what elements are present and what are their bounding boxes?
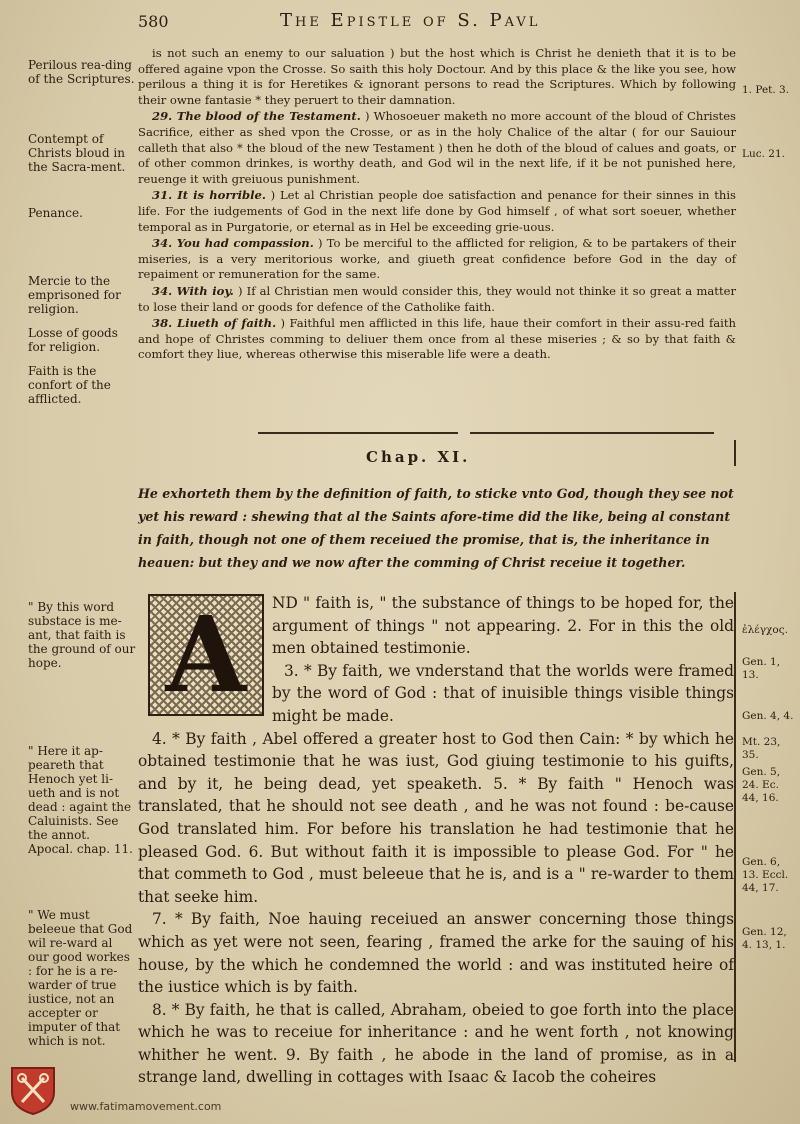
margin-note: Losse of goods for religion. [28,326,118,354]
scripture-text [138,592,734,1089]
right-margin-notes-bottom [742,624,798,956]
footer-url: www.fatimamovement.com [70,1100,222,1113]
annotation: is not such an enemy to our saluation ) but the host which is Christ he denieth that it is to be offered againe vpon the Crosse. So saith this holy Doctour. And by this place & the like you see, how perilous a thing it is for Heretikes & ignorant persons to read the Scriptures. Which by following their owne fantasie * they peruert to their damnation. [138,46,736,107]
margin-ref: Luc. 21. [742,148,785,160]
page-title: The Epistle of S. Pavl [280,10,541,31]
annotation: 34. You had compassion. ) To be merciful to the afflicted for religion, & to be partakers of their miseries, is a very meritorious worke, and giueth great confidence before God in the day of repaiment or remuneration for the same. [138,236,736,282]
chapter-heading: Chap. XI. [366,448,471,466]
margin-ref: ἐλέγχος. [742,624,788,636]
annotation: 38. Liueth of faith. ) Faithful men afflicted in this life, haue their comfort in their assu-red faith and hope of Christes comming to deliuer them once from al these miseries ; & so by that faith & comfort they liue, whereas otherwise this miserable life were a death. [138,316,737,362]
left-margin-notes-bottom [28,600,136,1052]
drop-cap-letter: A [165,593,247,716]
margin-note: " By this word substace is me-ant, that faith is the ground of our hope. [28,600,136,670]
margin-note: Perilous rea-ding of the Scriptures. [28,58,135,86]
verse: ND " faith is, " the substance of things to be hoped for, the argument of things " not appearing. 2. For in this the old men obtained testimonie. [272,594,734,658]
chapter-argument: He exhorteth them by the definition of faith, to sticke vnto God, though they see not yet his reward : shewing that al the Saints afore-time did the like, being al constant in faith, though not one of them receiued the promise, that is, the inheritance in heauen: but they and we now after the comming of Christ receiue it together. [138,486,734,570]
margin-ref: Gen. 4, 4. [742,710,794,722]
margin-ref: Mt. 23, 35. [742,736,781,761]
margin-note: " We must beleeue that God wil re-ward al our good workes : for he is a re-warder of true iustice, not an accepter or imputer of that which is not. [28,908,133,1048]
verse: 7. * By faith, Noe hauing receiued an answer concerning those things which as yet were not seen, fearing , framed the arke for the sauing of his house, by the which he condemned the world : and was instituted heire of the iustice which is by faith. [138,910,734,997]
margin-note: Penance. [28,206,83,220]
margin-bar [734,440,736,466]
verse: 3. * By faith, we vnderstand that the worlds were framed by the word of God : that of inuisible things visible things might be made. [272,661,734,725]
page-number: 580 [138,12,169,31]
margin-ref: Gen. 5, 24. Ec. 44, 16. [742,766,781,804]
margin-note: Contempt of Christs bloud in the Sacra-ment. [28,132,126,174]
margin-bar [734,592,736,1062]
margin-ref: Gen. 6, 13. Eccl. 44, 17. [742,856,789,894]
margin-ref: Gen. 12, 4. 13, 1. [742,926,787,951]
margin-ref: 1. Pet. 3. [742,84,790,96]
margin-ref: Gen. 1, 13. [742,656,781,681]
verse: 8. * By faith, he that is called, Abraham, obeied to goe forth into the place which he was to receiue for inheritance : and he went forth , not knowing whither he went. 9. By faith , he abode in the land of promise, as in a strange land, dwelling in cottages with Isaac & Iacob the coheires [138,1000,734,1087]
annotation: 29. The blood of the Testament. ) Whosoeuer maketh no more account of the bloud of Christes Sacrifice, either as shed vpon the Crosse, or as in the holy Chalice of the altar ( for our Sauiour calleth that also * the bloud of the new Testament ) then he doth of the bloud of calues and goats, or of other common drinkes, is worthy death, and God wil in the next life, if it be not punished here, reuenge it with greiuous punishment. [138,109,737,186]
divider-rule [470,432,714,435]
red-keys-shield-icon [8,1064,58,1116]
margin-note: " Here it ap-peareth that Henoch yet li-ueth and is not dead : againt the Caluinists. See the annot. Apocal. chap. 11. [28,744,133,856]
annotation: 34. With ioy. ) If al Christian men would consider this, they would not thinke it so great a matter to lose their land or goods for defence of the Catholike faith. [138,283,737,314]
commentary-annotations [138,46,736,364]
margin-note: Mercie to the emprisoned for religion. [28,274,121,316]
verse: 4. * By faith , Abel offered a greater host to God then Cain: * by which he obtained testimonie that he was iust, God giuing testimonie to his guifts, and by it, he being dead, yet speaketh. 5. * By faith " Henoch was translated, that he should not see death , and he was not found : be-cause God translated him. For before his translation he had testimonie that he pleased God. 6. But without faith it is impossible to please God. For " he that commeth to God , must beleeue that he is, and is a " re-warder to them that seeke him. [138,729,734,906]
margin-note: Faith is the confort of the afflicted. [28,364,111,406]
divider-rule [258,432,458,435]
annotation: 31. It is horrible. ) Let al Christian people doe satisfaction and penance for their sinnes in this life. For the iudgements of God in the next life done by God himself , of what sort soeuer, whether temporal as in Purgatorie, or eternal as in Hel be exceeding grie-uous. [138,188,736,234]
right-margin-notes-top [742,84,798,165]
running-header [120,10,740,34]
left-margin-notes-top [28,58,136,410]
